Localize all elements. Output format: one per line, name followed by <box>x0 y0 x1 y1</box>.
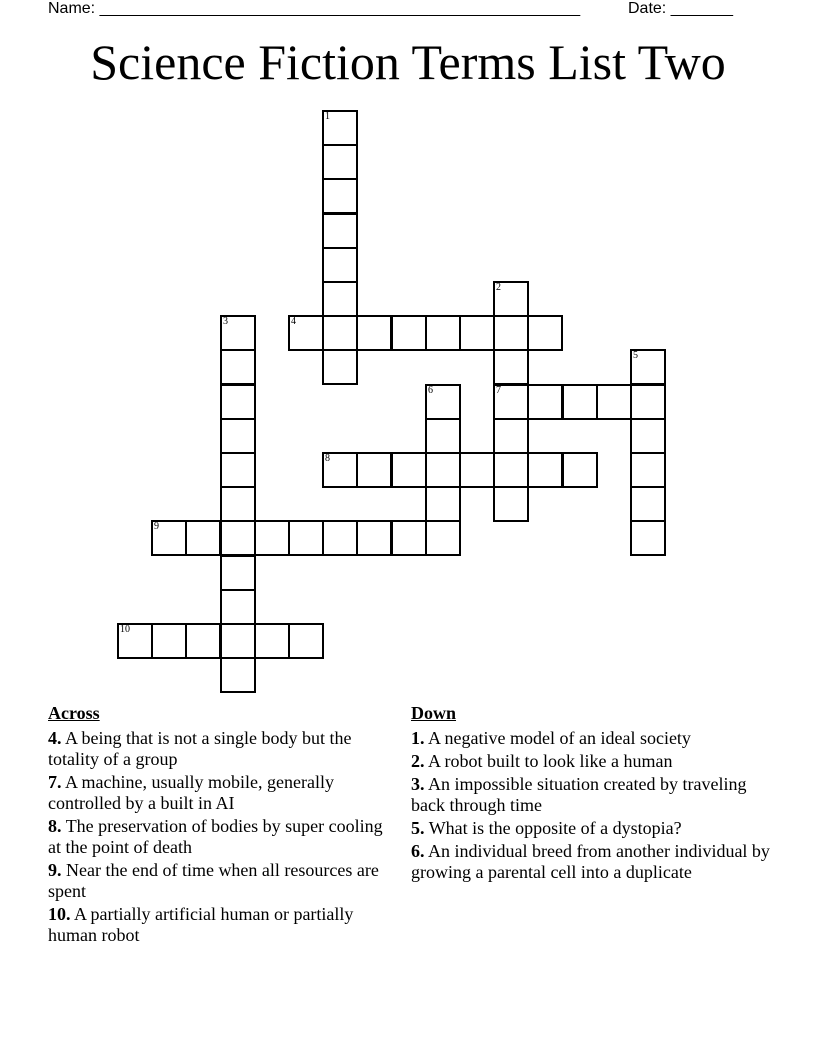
crossword-cell[interactable] <box>356 452 392 488</box>
crossword-cell[interactable] <box>493 315 529 351</box>
crossword-cell[interactable] <box>322 520 358 556</box>
cell-number: 2 <box>496 282 501 293</box>
crossword-cell[interactable] <box>493 452 529 488</box>
crossword-cell[interactable] <box>185 520 221 556</box>
down-clue <box>411 774 771 816</box>
date-field-label: Date: _______ <box>628 0 733 17</box>
crossword-cell[interactable] <box>493 418 529 454</box>
crossword-cell[interactable] <box>220 349 256 385</box>
crossword-cell[interactable] <box>254 520 290 556</box>
across-heading: Across <box>48 703 100 723</box>
cell-number: 7 <box>496 385 501 396</box>
across-clue <box>48 772 388 814</box>
crossword-cell[interactable] <box>220 589 256 625</box>
cell-number: 4 <box>291 316 296 327</box>
clue-text: An impossible situation created by traveling back through time <box>411 774 747 815</box>
crossword-cell[interactable] <box>527 384 563 420</box>
page-title: Science Fiction Terms List Two <box>90 34 726 90</box>
across-clue <box>48 904 388 946</box>
clue-number: 7. <box>48 772 62 792</box>
down-clue <box>411 751 771 772</box>
clue-text: What is the opposite of a dystopia? <box>428 818 682 838</box>
crossword-cell[interactable] <box>630 418 666 454</box>
crossword-cell[interactable] <box>425 520 461 556</box>
clue-number: 4. <box>48 728 62 748</box>
down-clues <box>411 702 771 885</box>
crossword-cell[interactable] <box>322 213 358 249</box>
crossword-cell[interactable] <box>459 452 495 488</box>
clue-number: 2. <box>411 751 425 771</box>
across-clue <box>48 728 388 770</box>
crossword-cell[interactable] <box>630 452 666 488</box>
crossword-cell[interactable] <box>630 520 666 556</box>
cell-number: 3 <box>223 316 228 327</box>
crossword-cell[interactable] <box>322 281 358 317</box>
down-clue <box>411 728 771 749</box>
clue-number: 6. <box>411 841 425 861</box>
clue-text: Near the end of time when all resources are spent <box>48 860 379 901</box>
crossword-cell[interactable] <box>220 418 256 454</box>
crossword-cell[interactable] <box>493 349 529 385</box>
crossword-cell[interactable] <box>356 315 392 351</box>
crossword-cell[interactable] <box>493 281 529 317</box>
crossword-cell[interactable] <box>459 315 495 351</box>
cell-number: 9 <box>154 521 159 532</box>
crossword-cell[interactable] <box>322 178 358 214</box>
clue-number: 8. <box>48 816 62 836</box>
crossword-cell[interactable] <box>220 657 256 693</box>
crossword-cell[interactable] <box>425 384 461 420</box>
crossword-cell[interactable] <box>630 349 666 385</box>
crossword-cell[interactable] <box>425 418 461 454</box>
crossword-cell[interactable] <box>151 623 187 659</box>
clue-text: The preservation of bodies by super cooling at the point of death <box>48 816 383 857</box>
crossword-cell[interactable] <box>254 623 290 659</box>
crossword-cell[interactable] <box>527 452 563 488</box>
crossword-cell[interactable] <box>527 315 563 351</box>
crossword-cell[interactable] <box>288 315 324 351</box>
crossword-cell[interactable] <box>630 486 666 522</box>
crossword-cell[interactable] <box>596 384 632 420</box>
down-clue <box>411 841 771 883</box>
crossword-cell[interactable] <box>322 349 358 385</box>
clue-number: 5. <box>411 818 425 838</box>
crossword-cell[interactable] <box>425 486 461 522</box>
clue-text: An individual breed from another individual by growing a parental cell into a duplicate <box>411 841 770 882</box>
cell-number: 5 <box>633 350 638 361</box>
crossword-cell[interactable] <box>322 110 358 146</box>
crossword-cell[interactable] <box>391 315 427 351</box>
cell-number: 6 <box>428 385 433 396</box>
crossword-cell[interactable] <box>630 384 666 420</box>
clue-number: 9. <box>48 860 62 880</box>
crossword-cell[interactable] <box>185 623 221 659</box>
across-clues <box>48 702 388 948</box>
crossword-cell[interactable] <box>117 623 153 659</box>
cell-number: 1 <box>325 111 330 122</box>
across-clue <box>48 816 388 858</box>
clue-text: A robot built to look like a human <box>428 751 673 771</box>
crossword-cell[interactable] <box>391 452 427 488</box>
crossword-cell[interactable] <box>493 384 529 420</box>
crossword-cell[interactable] <box>151 520 187 556</box>
cell-number: 8 <box>325 453 330 464</box>
cell-number: 10 <box>120 624 130 635</box>
crossword-cell[interactable] <box>322 247 358 283</box>
clue-text: A partially artificial human or partially human robot <box>48 904 354 945</box>
crossword-cell[interactable] <box>356 520 392 556</box>
crossword-cell[interactable] <box>562 452 598 488</box>
crossword-cell[interactable] <box>322 452 358 488</box>
clue-text: A negative model of an ideal society <box>428 728 691 748</box>
name-field-label: Name: ______________________________________________________ <box>48 0 581 17</box>
crossword-cell[interactable] <box>425 452 461 488</box>
down-clue <box>411 818 771 839</box>
crossword-cell[interactable] <box>391 520 427 556</box>
down-heading: Down <box>411 703 457 723</box>
crossword-cell[interactable] <box>220 384 256 420</box>
clue-number: 10. <box>48 904 71 924</box>
crossword-cell[interactable] <box>562 384 598 420</box>
crossword-cell[interactable] <box>220 623 256 659</box>
crossword-cell[interactable] <box>493 486 529 522</box>
crossword-cell[interactable] <box>220 486 256 522</box>
clue-text: A being that is not a single body but the totality of a group <box>48 728 352 769</box>
crossword-cell[interactable] <box>220 315 256 351</box>
clue-number: 3. <box>411 774 425 794</box>
clue-number: 1. <box>411 728 425 748</box>
crossword-cell[interactable] <box>322 315 358 351</box>
crossword-cell[interactable] <box>220 555 256 591</box>
crossword-cell[interactable] <box>288 520 324 556</box>
crossword-cell[interactable] <box>425 315 461 351</box>
crossword-cell[interactable] <box>288 623 324 659</box>
crossword-cell[interactable] <box>322 144 358 180</box>
across-clue <box>48 860 388 902</box>
crossword-cell[interactable] <box>220 452 256 488</box>
crossword-cell[interactable] <box>220 520 256 556</box>
clue-text: A machine, usually mobile, generally controlled by a built in AI <box>48 772 334 813</box>
